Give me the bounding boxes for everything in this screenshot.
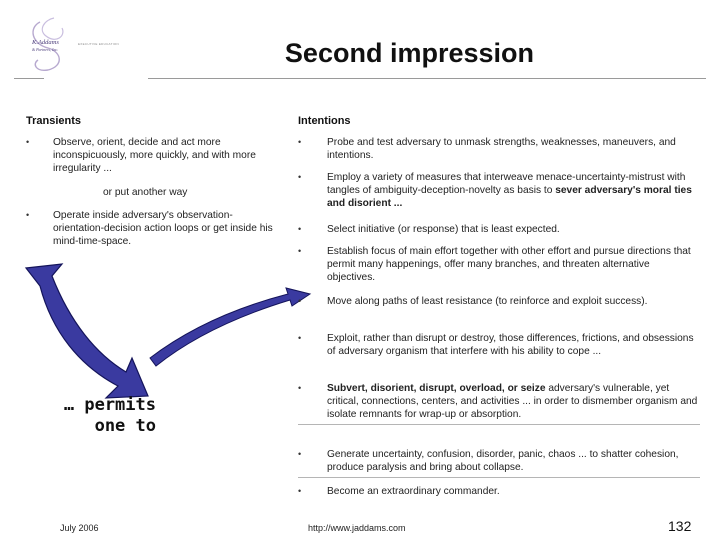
bullet-glyph: • (298, 224, 302, 234)
connector-text: or put another way (103, 187, 188, 198)
bullet-text-regular: adversary's vulnerable, yet critical, connections, centers, and activities ... in order to dismember organism and isolate remnants for wrap-up or absorption. (327, 383, 698, 420)
list-item (298, 171, 700, 210)
list-item (26, 209, 274, 248)
logo-brand-line2: & Partners, Inc. (32, 47, 59, 52)
list-item (298, 223, 700, 236)
logo-tagline: EXECUTIVE EDUCATION (78, 42, 119, 46)
bullet-glyph: • (26, 210, 30, 220)
bullet-text-bold: Subvert, disorient, disrupt, overload, or seize (327, 383, 546, 394)
intentions-list-3 (298, 223, 700, 236)
bullet-text: Observe, orient, decide and act more inconspicuously, more quickly, and with more irregularity ... (53, 137, 256, 174)
transients-list-2 (26, 209, 274, 248)
list-item (298, 136, 700, 162)
bullet-text: Generate uncertainty, confusion, disorder, panic, chaos ... to shatter cohesion, produce paralysis and bring about collapse. (327, 449, 679, 473)
bullet-text-regular: Employ a variety of measures that interweave menace-uncertainty-mistrust with tangles of ambiguity-deception-novelty as basis to (327, 172, 686, 196)
intentions-list-1 (298, 136, 700, 162)
bullet-glyph: • (298, 486, 302, 496)
intentions-list-6 (298, 332, 700, 358)
list-item (298, 448, 700, 478)
bullet-text (327, 382, 700, 421)
list-item (298, 382, 700, 425)
bullet-glyph: • (298, 296, 302, 306)
list-item (298, 332, 700, 358)
intentions-heading: Intentions (298, 115, 351, 127)
footer-url: http://www.jaddams.com (308, 523, 406, 533)
intentions-list-9 (298, 485, 700, 498)
list-item (298, 295, 700, 308)
bullet-text-bold: sever adversary's moral ties and disorient ... (327, 185, 692, 209)
intentions-list-8 (298, 448, 700, 478)
long-thin-arrow (150, 288, 310, 366)
intentions-list-5 (298, 295, 700, 308)
intentions-list-2 (298, 171, 700, 210)
bullet-glyph: • (298, 137, 302, 147)
transients-heading: Transients (26, 115, 82, 127)
page-number: 132 (668, 518, 692, 534)
intentions-list-4 (298, 245, 700, 284)
bullet-text: Operate inside adversary's observation-orientation-decision action loops or get inside his mind-time-space. (53, 210, 273, 247)
list-item (26, 136, 274, 175)
title-divider-right (148, 78, 706, 79)
bullet-text: Move along paths of least resistance (to reinforce and exploit success). (327, 296, 648, 307)
bullet-text (327, 171, 700, 210)
list-item (298, 245, 700, 284)
bullet-glyph: • (298, 172, 302, 182)
bullet-glyph: • (298, 449, 302, 459)
list-item (298, 485, 700, 498)
bullet-text: Select initiative (or response) that is least expected. (327, 224, 560, 235)
bullet-text: Probe and test adversary to unmask strengths, weaknesses, maneuvers, and intentions. (327, 137, 676, 161)
bullet-text: Exploit, rather than disrupt or destroy, those differences, frictions, and obsessions of adversary organism that interfere with his ability to cope ... (327, 333, 694, 357)
logo-brand-line1: K.Addams (32, 39, 59, 46)
permits-line-2: one to (94, 416, 156, 436)
bullet-text: Become an extraordinary commander. (327, 486, 500, 497)
big-curved-arrow (26, 264, 148, 398)
bullet-glyph: • (298, 246, 302, 256)
transients-list-1 (26, 136, 274, 175)
permits-text (26, 395, 156, 437)
slide-title: Second impression (284, 38, 534, 68)
bullet-glyph: • (298, 383, 302, 393)
bullet-glyph: • (26, 137, 30, 147)
title-divider-left (14, 78, 44, 79)
footer-date: July 2006 (60, 523, 99, 533)
bullet-glyph: • (298, 333, 302, 343)
arrows-graphic (22, 262, 322, 402)
permits-line-1: … permits (63, 395, 156, 415)
intentions-list-7 (298, 382, 700, 425)
bullet-text: Establish focus of main effort together with other effort and pursue directions that permit many happenings, offer many branches, and threaten alternative objectives. (327, 246, 691, 283)
